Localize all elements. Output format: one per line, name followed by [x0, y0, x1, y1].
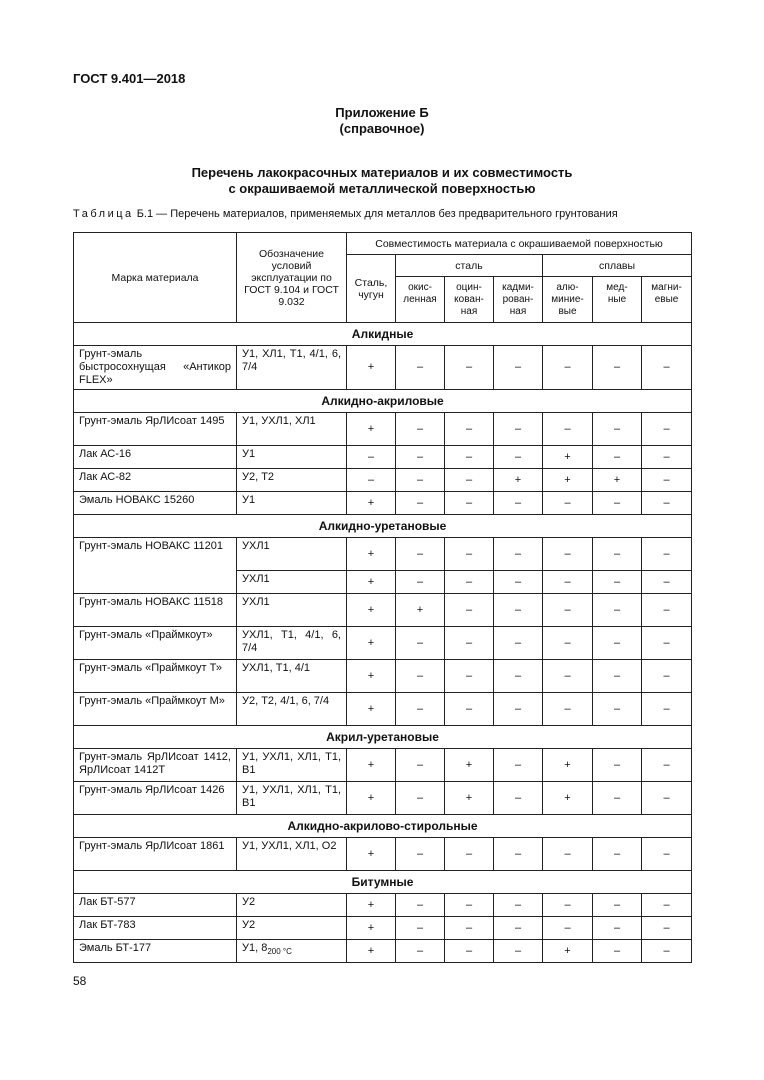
header-conditions: Обозначение условий эксплуатации по ГОСТ 9.104 и ГОСТ 9.032: [237, 233, 347, 323]
compatibility-mark: –: [642, 693, 692, 726]
material-name: Эмаль БТ-177: [74, 940, 237, 963]
table-row: [74, 627, 692, 660]
document-header: ГОСТ 9.401—2018: [73, 71, 186, 86]
compatibility-mark: +: [396, 594, 445, 627]
material-name: Лак БТ-783: [74, 917, 237, 940]
compatibility-mark: –: [642, 492, 692, 515]
compatibility-mark: –: [642, 627, 692, 660]
compatibility-mark: –: [642, 413, 692, 446]
operating-conditions: [237, 782, 347, 815]
header-galvanized: оцин- кован- ная: [445, 277, 494, 323]
compatibility-mark: –: [593, 571, 642, 594]
page-title: [0, 165, 764, 197]
compatibility-mark: +: [347, 538, 396, 571]
conditions-text: У2: [242, 919, 256, 931]
compatibility-mark: –: [593, 594, 642, 627]
compatibility-mark: –: [445, 693, 494, 726]
operating-conditions: [237, 940, 347, 963]
operating-conditions: [237, 627, 347, 660]
compatibility-mark: –: [396, 413, 445, 446]
compatibility-mark: –: [396, 940, 445, 963]
header-cadmium: кадми- рован- ная: [494, 277, 543, 323]
table-row: [74, 446, 692, 469]
compatibility-mark: –: [593, 627, 642, 660]
compatibility-mark: –: [642, 538, 692, 571]
operating-conditions: [237, 917, 347, 940]
operating-conditions: [237, 446, 347, 469]
appendix-type: (справочное): [339, 121, 425, 136]
compatibility-mark: –: [494, 782, 543, 815]
compatibility-mark: –: [494, 660, 543, 693]
compatibility-mark: –: [593, 693, 642, 726]
compatibility-mark: –: [445, 571, 494, 594]
compatibility-mark: +: [347, 413, 396, 446]
table-row: [74, 749, 692, 782]
operating-conditions: [237, 538, 347, 571]
compatibility-mark: –: [593, 660, 642, 693]
operating-conditions: [237, 749, 347, 782]
conditions-text: У1, УХЛ1, ХЛ1, Т1, В1: [242, 751, 341, 776]
compatibility-mark: –: [396, 749, 445, 782]
compatibility-mark: +: [347, 917, 396, 940]
header-aluminum: алю- миние- вые: [543, 277, 593, 323]
title-line-1: Перечень лакокрасочных материалов и их совместимость: [191, 165, 573, 180]
compatibility-mark: –: [445, 413, 494, 446]
compatibility-mark: –: [543, 346, 593, 390]
table-row: [74, 594, 692, 627]
table-row: [74, 782, 692, 815]
compatibility-mark: –: [642, 917, 692, 940]
compatibility-mark: +: [347, 838, 396, 871]
compatibility-mark: –: [543, 492, 593, 515]
compatibility-mark: –: [494, 838, 543, 871]
compatibility-mark: –: [445, 627, 494, 660]
compatibility-mark: –: [593, 346, 642, 390]
material-name: Грунт-эмаль ЯрЛИсоат 1861: [74, 838, 237, 871]
compatibility-mark: –: [642, 446, 692, 469]
compatibility-mark: +: [543, 749, 593, 782]
header-alloys: сплавы: [543, 255, 692, 277]
material-name: Грунт-эмаль «Праймкоут Т»: [74, 660, 237, 693]
compatibility-mark: –: [445, 469, 494, 492]
section-header: Алкидно-уретановые: [74, 515, 692, 538]
compatibility-mark: –: [593, 838, 642, 871]
compatibility-mark: –: [543, 693, 593, 726]
compatibility-mark: –: [396, 917, 445, 940]
table-row: [74, 346, 692, 390]
compatibility-mark: –: [642, 660, 692, 693]
compatibility-mark: –: [396, 571, 445, 594]
conditions-text: У2: [242, 896, 256, 908]
conditions-text: УХЛ1, Т1, 4/1: [242, 662, 311, 674]
appendix-label: Приложение Б: [335, 105, 429, 120]
compatibility-mark: –: [445, 492, 494, 515]
section-header: Алкидно-акриловые: [74, 390, 692, 413]
operating-conditions: [237, 660, 347, 693]
compatibility-mark: –: [396, 693, 445, 726]
compatibility-mark: –: [593, 782, 642, 815]
compatibility-mark: –: [593, 446, 642, 469]
header-copper: мед- ные: [593, 277, 642, 323]
compatibility-mark: –: [445, 660, 494, 693]
header-compatibility: Совместимость материала с окрашиваемой поверхностью: [347, 233, 692, 255]
compatibility-mark: –: [642, 782, 692, 815]
header-oxidized: окис- ленная: [396, 277, 445, 323]
compatibility-mark: –: [543, 838, 593, 871]
caption-text: Б.1 — Перечень материалов, применяемых для металлов без предварительного грунтования: [136, 208, 618, 220]
conditions-text: УХЛ1, Т1, 4/1, 6, 7/4: [242, 629, 341, 654]
compatibility-mark: –: [494, 917, 543, 940]
compatibility-mark: –: [396, 627, 445, 660]
compatibility-mark: –: [593, 492, 642, 515]
compatibility-mark: –: [593, 749, 642, 782]
compatibility-mark: –: [494, 571, 543, 594]
section-header: Алкидные: [74, 323, 692, 346]
compatibility-mark: –: [396, 660, 445, 693]
compatibility-mark: –: [396, 538, 445, 571]
compatibility-mark: +: [347, 749, 396, 782]
compatibility-mark: –: [543, 594, 593, 627]
compatibility-mark: –: [494, 446, 543, 469]
operating-conditions: [237, 492, 347, 515]
compatibility-mark: –: [593, 940, 642, 963]
operating-conditions: [237, 346, 347, 390]
material-name: Лак АС-16: [74, 446, 237, 469]
compatibility-mark: –: [494, 492, 543, 515]
table-row: [74, 917, 692, 940]
table-caption: [73, 208, 618, 220]
compatibility-mark: –: [593, 538, 642, 571]
table-row: [74, 469, 692, 492]
header-magnesium: магни- евые: [642, 277, 692, 323]
header-material: Марка материала: [74, 233, 237, 323]
compatibility-mark: –: [396, 782, 445, 815]
compatibility-mark: +: [347, 594, 396, 627]
table-row: [74, 940, 692, 963]
conditions-text: УХЛ1: [242, 573, 270, 585]
compatibility-mark: +: [347, 492, 396, 515]
compatibility-mark: –: [396, 346, 445, 390]
compatibility-mark: –: [593, 917, 642, 940]
material-name: Эмаль НОВАКС 15260: [74, 492, 237, 515]
compatibility-mark: –: [494, 894, 543, 917]
operating-conditions: [237, 469, 347, 492]
compatibility-mark: +: [543, 940, 593, 963]
appendix-title: [0, 105, 764, 137]
conditions-subscript: 200 °С: [267, 947, 292, 957]
operating-conditions: [237, 594, 347, 627]
operating-conditions: [237, 413, 347, 446]
compatibility-mark: –: [396, 838, 445, 871]
material-name: Грунт-эмаль «Праймкоут»: [74, 627, 237, 660]
compatibility-mark: –: [593, 413, 642, 446]
compatibility-mark: –: [445, 446, 494, 469]
compatibility-mark: +: [347, 571, 396, 594]
table-row: [74, 838, 692, 871]
compatibility-mark: –: [642, 940, 692, 963]
conditions-text: У2, Т2, 4/1, 6, 7/4: [242, 695, 330, 707]
compatibility-mark: –: [494, 940, 543, 963]
compatibility-mark: –: [396, 492, 445, 515]
compatibility-mark: –: [396, 469, 445, 492]
operating-conditions: [237, 838, 347, 871]
compatibility-mark: –: [347, 469, 396, 492]
compatibility-mark: –: [642, 346, 692, 390]
compatibility-mark: –: [543, 627, 593, 660]
conditions-text: У1: [242, 494, 256, 506]
compatibility-mark: –: [543, 894, 593, 917]
compatibility-mark: –: [543, 413, 593, 446]
table-row: [74, 492, 692, 515]
compatibility-mark: –: [396, 446, 445, 469]
compatibility-mark: –: [494, 538, 543, 571]
caption-label: Таблица: [73, 208, 134, 220]
compatibility-mark: –: [642, 469, 692, 492]
compatibility-mark: –: [543, 538, 593, 571]
compatibility-mark: +: [543, 469, 593, 492]
compatibility-mark: +: [494, 469, 543, 492]
compatibility-mark: –: [347, 446, 396, 469]
conditions-text: У1, УХЛ1, ХЛ1, О2: [242, 840, 337, 852]
conditions-text: УХЛ1: [242, 596, 270, 608]
compatibility-mark: +: [445, 782, 494, 815]
operating-conditions: [237, 693, 347, 726]
compatibility-mark: –: [642, 749, 692, 782]
material-name: Грунт-эмаль быстросохнущая «Антикор FLEX»: [74, 346, 237, 390]
section-header: Акрил-уретановые: [74, 726, 692, 749]
compatibility-mark: –: [494, 627, 543, 660]
compatibility-mark: –: [494, 413, 543, 446]
compatibility-mark: –: [543, 660, 593, 693]
compatibility-mark: –: [445, 940, 494, 963]
compatibility-mark: –: [494, 693, 543, 726]
title-line-2: с окрашиваемой металлической поверхностью: [228, 181, 536, 196]
compatibility-mark: –: [642, 571, 692, 594]
compatibility-mark: –: [445, 917, 494, 940]
material-name: Грунт-эмаль «Праймкоут М»: [74, 693, 237, 726]
compatibility-mark: +: [347, 346, 396, 390]
compatibility-mark: –: [445, 594, 494, 627]
compatibility-mark: +: [347, 627, 396, 660]
compatibility-mark: –: [494, 749, 543, 782]
conditions-text: У1, УХЛ1, ХЛ1: [242, 415, 316, 427]
compatibility-mark: –: [642, 838, 692, 871]
compatibility-mark: +: [347, 660, 396, 693]
compatibility-mark: –: [445, 538, 494, 571]
conditions-text: У1, ХЛ1, Т1, 4/1, 6, 7/4: [242, 348, 341, 373]
compatibility-mark: +: [543, 446, 593, 469]
materials-table: [73, 232, 692, 963]
table-row: [74, 538, 692, 571]
compatibility-mark: –: [543, 917, 593, 940]
compatibility-mark: +: [347, 693, 396, 726]
material-name: Грунт-эмаль НОВАКС 11201: [74, 538, 237, 594]
table-row: [74, 413, 692, 446]
conditions-text: У1, 8: [242, 942, 268, 954]
compatibility-mark: –: [494, 594, 543, 627]
header-steel: сталь: [396, 255, 543, 277]
material-name: Грунт-эмаль ЯрЛИсоат 1412, ЯрЛИсоат 1412Т: [74, 749, 237, 782]
compatibility-mark: –: [494, 346, 543, 390]
conditions-text: У1, УХЛ1, ХЛ1, Т1, В1: [242, 784, 341, 809]
table-row: [74, 660, 692, 693]
compatibility-mark: –: [396, 894, 445, 917]
section-header: Алкидно-акрилово-стирольные: [74, 815, 692, 838]
operating-conditions: [237, 571, 347, 594]
compatibility-mark: +: [347, 782, 396, 815]
compatibility-mark: +: [347, 940, 396, 963]
compatibility-mark: –: [642, 594, 692, 627]
conditions-text: У1: [242, 448, 256, 460]
material-name: Грунт-эмаль НОВАКС 11518: [74, 594, 237, 627]
compatibility-mark: –: [445, 894, 494, 917]
table-row: [74, 894, 692, 917]
table-row: [74, 693, 692, 726]
material-name: Грунт-эмаль ЯрЛИсоат 1426: [74, 782, 237, 815]
compatibility-mark: –: [445, 838, 494, 871]
page-number: 58: [73, 974, 87, 988]
section-header: Битумные: [74, 871, 692, 894]
compatibility-mark: –: [543, 571, 593, 594]
compatibility-mark: –: [593, 894, 642, 917]
material-name: Грунт-эмаль ЯрЛИсоат 1495: [74, 413, 237, 446]
compatibility-mark: +: [543, 782, 593, 815]
compatibility-mark: –: [445, 346, 494, 390]
compatibility-mark: +: [593, 469, 642, 492]
material-name: Лак БТ-577: [74, 894, 237, 917]
conditions-text: У2, Т2: [242, 471, 275, 483]
compatibility-mark: +: [445, 749, 494, 782]
compatibility-mark: –: [642, 894, 692, 917]
material-name: Лак АС-82: [74, 469, 237, 492]
header-steel-cast-iron: Сталь, чугун: [347, 255, 396, 323]
conditions-text: УХЛ1: [242, 540, 270, 552]
operating-conditions: [237, 894, 347, 917]
compatibility-mark: +: [347, 894, 396, 917]
